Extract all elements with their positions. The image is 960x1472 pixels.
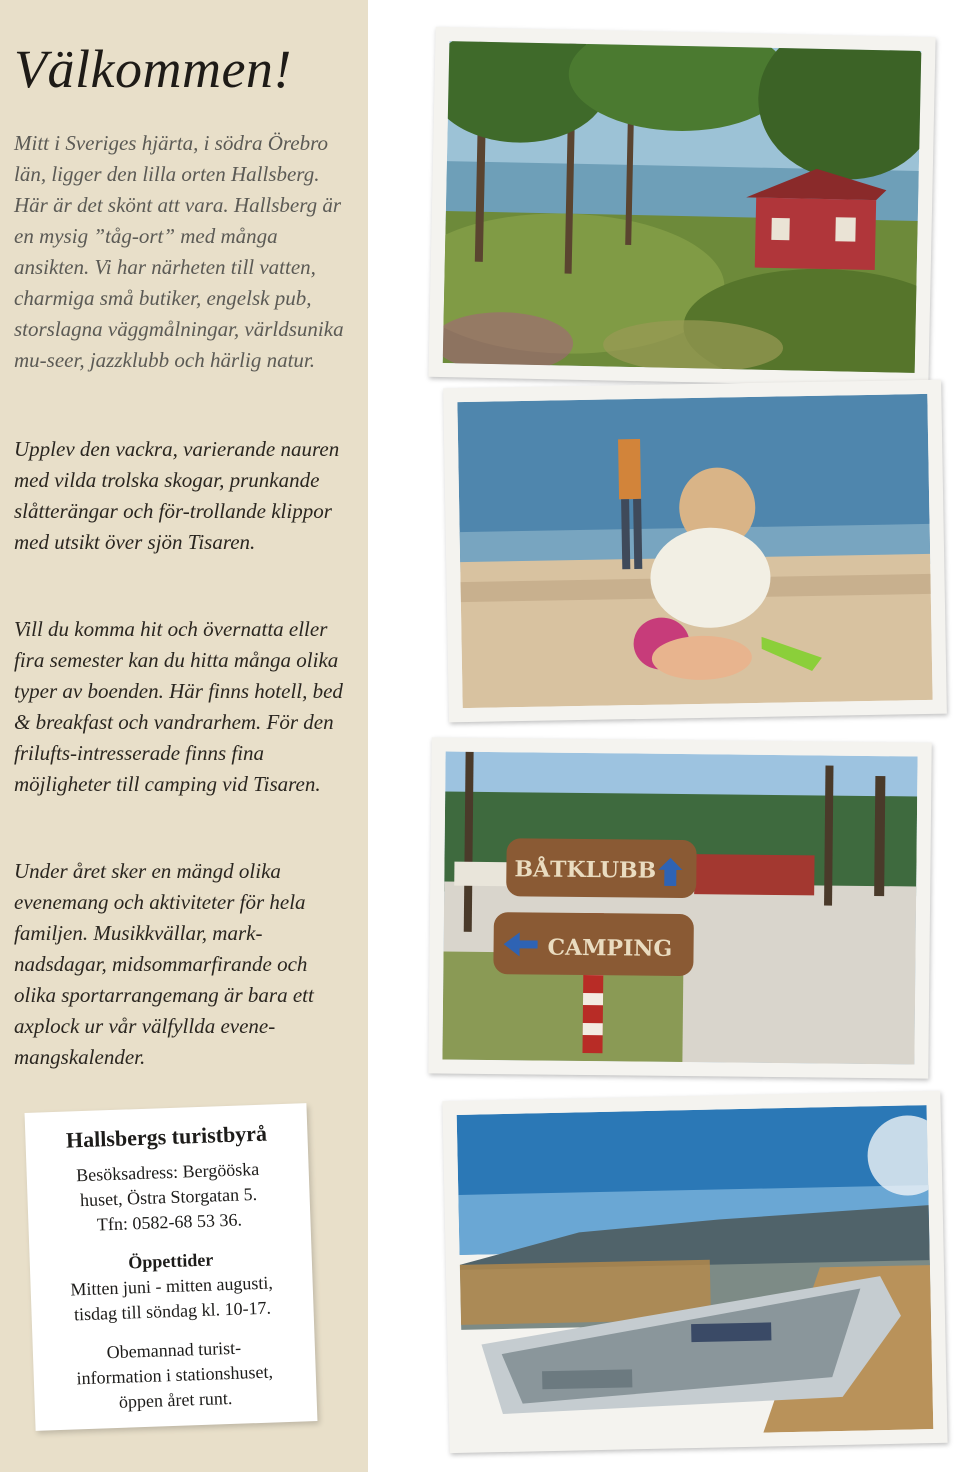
address-line: huset, Östra Storgatan 5. [79, 1183, 258, 1211]
tourist-office-box [25, 1103, 318, 1431]
opening-hours-line: tisdag till söndag kl. 10-17. [73, 1297, 272, 1325]
unmanned-info-line: information i stationshuset, [76, 1361, 274, 1389]
sidebar-panel [0, 0, 368, 1472]
cabin-photo [428, 27, 935, 387]
opening-hours-title: Öppettider [127, 1249, 214, 1273]
signpost-photo [428, 737, 931, 1078]
tourist-office-title: Hallsbergs turistbyrå [65, 1120, 268, 1153]
unmanned-info-line: Obemannad turist- [106, 1337, 242, 1363]
sign-camping: CAMPING [547, 934, 673, 962]
accommodation-paragraph: Vill du komma hit och övernatta eller fira semester kan du hitta många olika typer av boenden. Här finns hotell, bed & breakfast och vandrarhem. För den frilufts-intresserade finns fina möjligheter till camping vid Tisaren. [14, 617, 343, 796]
address-line: Besöksadress: Bergööska [75, 1158, 260, 1186]
unmanned-info-line: öppen året runt. [118, 1387, 233, 1412]
opening-hours-line: Mitten juni - mitten augusti, [70, 1272, 274, 1300]
intro-paragraph: Mitt i Sveriges hjärta, i södra Örebro län, ligger den lilla orten Hallsberg. Här är det skönt att vara. Hallsberg är en mysig ”tåg-ort” med många ansikten. Vi har närheten till vatten, charmiga små butiker, engelsk pub, storslagna väggmålningar, världsunika mu-seer, jazzklubb och härlig natur. [14, 131, 344, 372]
phone-line: Tfn: 0582-68 53 36. [96, 1209, 243, 1235]
page-title: Välkommen! [14, 39, 292, 99]
events-paragraph: Under året sker en mängd olika evenemang och aktiviteter för hela familjen. Musikkvällar, mark-nadsdagar, midsommarfirande och olika sportarrangemang är bara ett axplock ur vår välfyllda evene-mangskalender. [14, 859, 314, 1069]
boat-photo [442, 1091, 947, 1453]
beach-child-photo [443, 380, 947, 723]
nature-paragraph: Upplev den vackra, varierande nauren med vilda trolska skogar, prunkande slåtterängar och för-trollande klippor med utsikt över sjön Tisaren. [14, 437, 340, 554]
sign-batklubb: BÅTKLUBB [514, 856, 657, 884]
